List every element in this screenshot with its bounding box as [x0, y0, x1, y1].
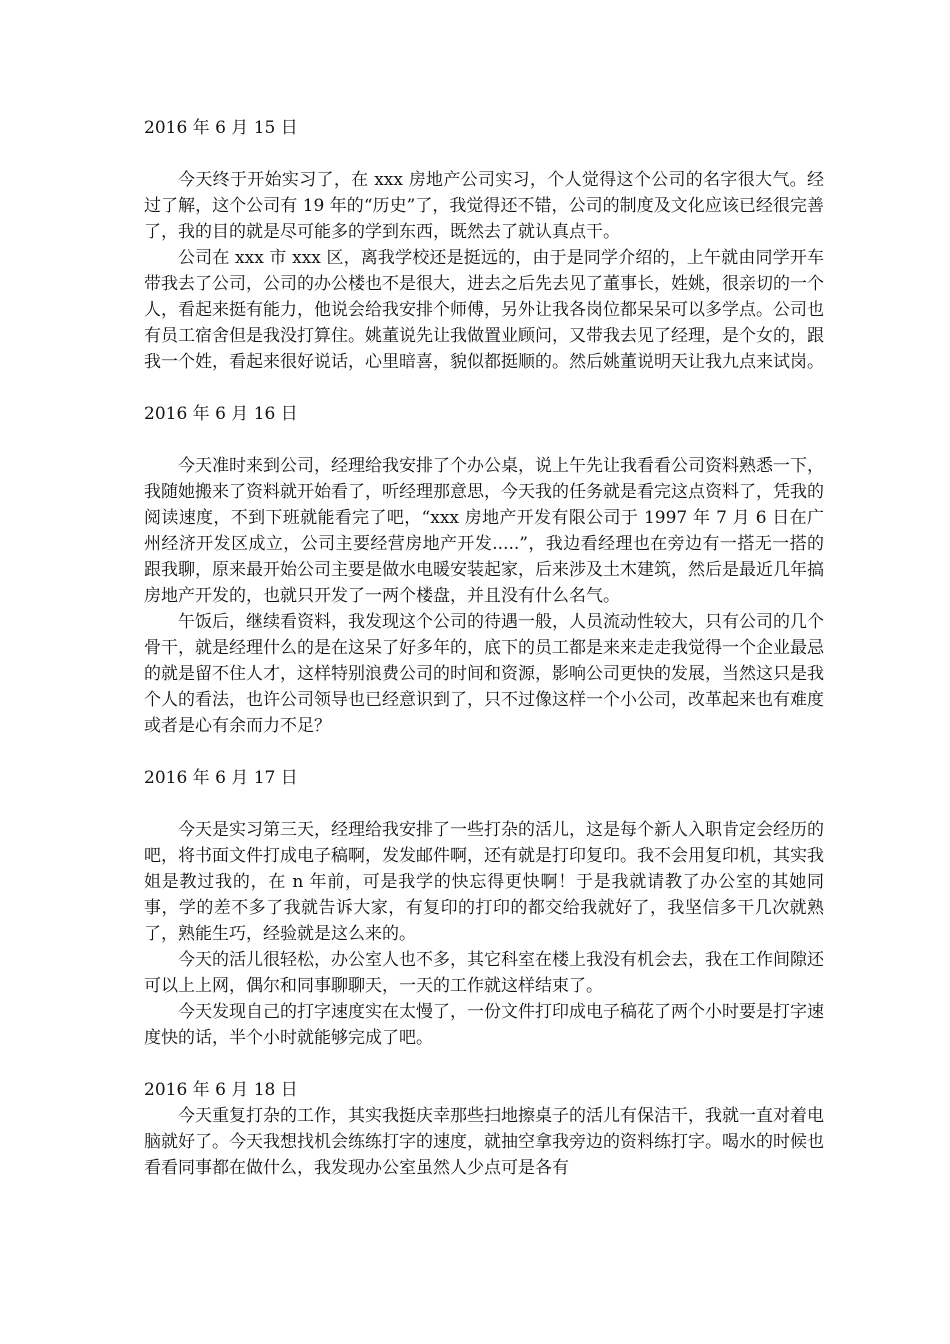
- paragraph: 今天重复打杂的工作，其实我挺庆幸那些扫地擦桌子的活儿有保洁干，我就一直对着电脑就好了。今天我想找机会练练打字的速度，就抽空拿我旁边的资料练打字。喝水的时候也看看同事都在做什么，我发现办公室虽然人少点可是各有: [144, 1106, 824, 1178]
- paragraph: 公司在 xxx 市 xxx 区，离我学校还是挺远的，由于是同学介绍的，上午就由同学开车带我去了公司，公司的办公楼也不是很大，进去之后先去见了董事长，姓姚，很亲切的一个人，看起来挺有能力，他说会给我安排个师傅，另外让我各岗位都呆呆可以多学点。公司也有员工宿舍但是我没打算住。姚董说先让我做置业顾问，又带我去见了经理，是个女的，跟我一个姓，看起来很好说话，心里暗喜，貌似都挺顺的。然后姚董说明天让我九点来试岗。: [144, 248, 824, 372]
- paragraph: 午饭后，继续看资料，我发现这个公司的待遇一般，人员流动性较大，只有公司的几个骨干，就是经理什么的是在这呆了好多年的，底下的员工都是来来走走我觉得一个企业最忌的就是留不住人才，这样特别浪费公司的时间和资源，影响公司更快的发展，当然这只是我个人的看法，也许公司领导也已经意识到了，只不过像这样一个小公司，改革起来也有难度或者是心有余而力不足？: [144, 612, 824, 736]
- paragraph: 今天终于开始实习了，在 xxx 房地产公司实习，个人觉得这个公司的名字很大气。经过了解，这个公司有 19 年的“历史”了，我觉得还不错，公司的制度及文化应该已经很完善了，我的目的就是尽可能多的学到东西，既然去了就认真点干。: [144, 170, 824, 242]
- paragraph: 今天是实习第三天，经理给我安排了一些打杂的活儿，这是每个新人入职肯定会经历的吧，将书面文件打成电子稿啊，发发邮件啊，还有就是打印复印。我不会用复印机，其实我姐是教过我的，在 n 年前，可是我学的快忘得更快啊！于是我就请教了办公室的其她同事，学的差不多了我就告诉大家，有复印的打印的都交给我就好了，我坚信多干几次就熟了，熟能生巧，经验就是这么来的。: [144, 820, 824, 944]
- paragraph: 今天发现自己的打字速度实在太慢了，一份文件打印成电子稿花了两个小时要是打字速度快的话，半个小时就能够完成了吧。: [144, 1002, 824, 1048]
- paragraph: 今天准时来到公司，经理给我安排了个办公桌，说上午先让我看看公司资料熟悉一下，我随她搬来了资料就开始看了，听经理那意思，今天我的任务就是看完这点资料了，凭我的阅读速度，不到下班就能看完了吧，“xxx 房地产开发有限公司于 1997 年 7 月 6 日在广州经济开发区成立，公司主要经营房地产开发.....”，我边看经理也在旁边有一搭无一搭的跟我聊，原来最开始公司主要是做水电暖安装起家，后来涉及土木建筑，然后是最近几年搞房地产开发的，也就只开发了一两个楼盘，并且没有什么名气。: [144, 456, 824, 606]
- document-page: [144, 115, 824, 1181]
- paragraph: 今天的活儿很轻松，办公室人也不多，其它科室在楼上我没有机会去，我在工作间隙还可以上上网，偶尔和同事聊聊天，一天的工作就这样结束了。: [144, 950, 824, 996]
- entry-date: 2016 年 6 月 17 日: [144, 768, 298, 788]
- entry-date: 2016 年 6 月 16 日: [144, 404, 298, 424]
- entry-date: 2016 年 6 月 15 日: [144, 118, 298, 138]
- entry-date: 2016 年 6 月 18 日: [144, 1080, 298, 1100]
